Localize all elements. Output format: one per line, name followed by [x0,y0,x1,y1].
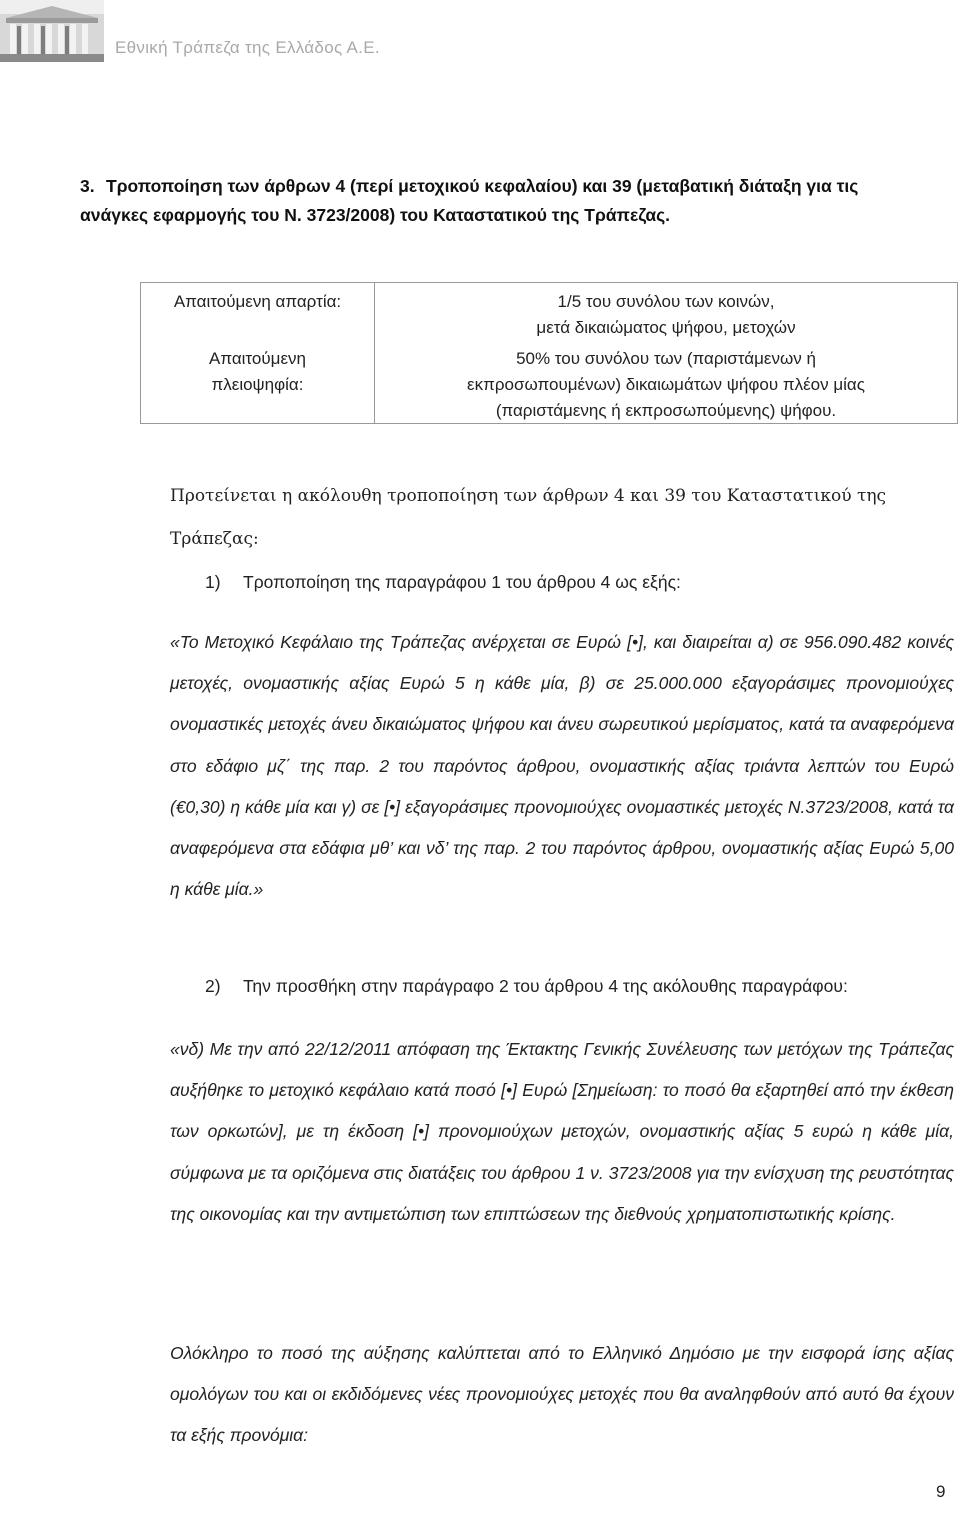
intro-paragraph: Προτείνεται η ακόλουθη τροποποίηση των άρθρων 4 και 39 του Καταστατικού της Τράπεζας: [170,486,887,549]
majority-label-line: Απαιτούμενη [209,349,306,368]
majority-label-line: πλειοψηφία: [211,375,304,394]
greek-state-coverage-paragraph: Ολόκληρο το ποσό της αύξησης καλύπτεται από το Ελληνικό Δημόσιο με την εισφορά ίσης αξίας ομολόγων του και οι εκδιδόμενες νέες προνομιούχες μετοχές που θα αναληφθούν από αυτό θα έχουν τα εξής προνόμια: [170,1343,954,1446]
article-4-par-1-quote: «Το Μετοχικό Κεφάλαιο της Τράπεζας ανέρχεται σε Ευρώ [•], και διαιρείται α) σε 956.090.482 κοινές μετοχές, ονομαστικής αξίας Ευρώ 5 η κάθε μία, β) σε 25.000.000 εξαγοράσιμες προνομιούχες ονομαστικές μετοχές άνευ δικαιώματος ψήφου και άνευ σωρευτικού μερίσματος, κατά τα αναφερόμενα στο εδάφιο μζ΄ της παρ. 2 του παρόντος άρθρου, ονομαστικής αξίας τριάντα λεπτών του Ευρώ (€0,30) η κάθε μία και γ) σε [•] εξαγοράσιμες προνομιούχες ονομαστικές μετοχές Ν.3723/2008, κατά τα αναφερόμενα στα εδάφια μθ’ και νδ’ της παρ. 2 του παρόντος άρθρου, ονομαστικής αξίας Ευρώ 5,00 η κάθε μία.» [170,632,954,900]
quorum-table [140,282,958,424]
majority-value [375,346,957,424]
article-4-par-2-quote: «νδ) Με την από 22/12/2011 απόφαση της Έκτακτης Γενικής Συνέλευσης των μετόχων της Τράπεζας αυξήθηκε το μετοχικό κεφάλαιο κατά ποσό [•] Ευρώ [Σημείωση: το ποσό θα εξαρτηθεί από την έκθεση των ορκωτών], με τη έκδοση [•] προνομιούχων μετοχών, ονομαστικής αξίας 5 ευρώ η κάθε μία, σύμφωνα με τα οριζόμενα στις διατάξεις του άρθρου 1 ν. 3723/2008 για την ενίσχυση της ρευστότητας της οικονομίας και την αντιμετώπιση των επιπτώσεων της διεθνούς χρηματοπιστωτικής κρίσης. [170,1039,954,1224]
bank-building-logo-icon [0,0,104,62]
section-title [80,172,860,230]
bank-name: Εθνική Τράπεζα της Ελλάδος Α.Ε. [115,38,380,57]
page-number: 9 [936,1482,946,1501]
list-item-number: 2) [205,976,221,996]
quorum-value [375,289,957,341]
list-item [205,976,848,997]
majority-value-line: 50% του συνόλου των (παριστάμενων ή [516,349,816,368]
majority-value-line: εκπροσωπουμένων) δικαιωμάτων ψήφου πλέον μίας [467,375,865,394]
section-title-text: Τροποποίηση των άρθρων 4 (περί μετοχικού κεφαλαίου) και 39 (μεταβατική διάταξη για τις ανάγκες εφαρμογής του Ν. 3723/2008) του Καταστατικού της Τράπεζας. [80,176,859,225]
quorum-value-line: 1/5 του συνόλου των κοινών, [557,292,775,311]
majority-value-line: (παριστάμενης ή εκπροσωπούμενης) ψήφου. [495,401,837,420]
list-item-number: 1) [205,572,221,592]
quorum-value-line: μετά δικαιώματος ψήφου, μετοχών [536,318,796,337]
list-item [205,572,681,593]
list-item-text: Την προσθήκη στην παράγραφο 2 του άρθρου 4 της ακόλουθης παραγράφου: [243,976,848,996]
quorum-label: Απαιτούμενη απαρτία: [173,292,342,311]
majority-label [141,346,374,398]
section-number: 3. [80,176,95,196]
list-item-text: Τροποποίηση της παραγράφου 1 του άρθρου 4 ως εξής: [243,572,681,592]
